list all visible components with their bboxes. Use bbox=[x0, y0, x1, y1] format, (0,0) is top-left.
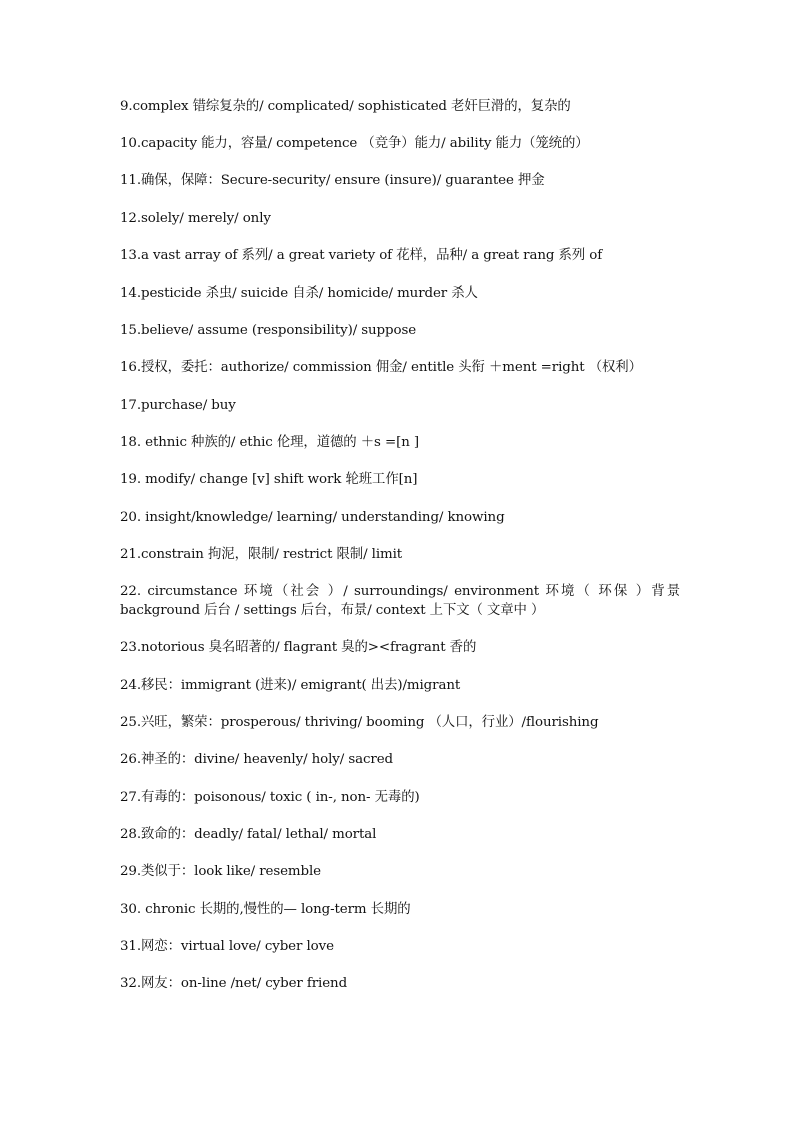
vocab-entry-14: 14.pesticide 杀虫/ suicide 自杀/ homicide/ murder 杀人 bbox=[120, 286, 478, 301]
vocab-entry-10: 10.capacity 能力，容量/ competence （竞争）能力/ ability 能力（笼统的） bbox=[120, 136, 589, 151]
vocab-entry-30: 30. chronic 长期的,慢性的— long-term 长期的 bbox=[120, 902, 411, 917]
vocab-entry-27: 27.有毒的：poisonous/ toxic ( in-, non- 无毒的) bbox=[120, 790, 420, 805]
vocab-entry-24: 24.移民：immigrant (进来)/ emigrant( 出去)/migrant bbox=[120, 678, 461, 693]
vocab-entry-28: 28.致命的：deadly/ fatal/ lethal/ mortal bbox=[120, 827, 377, 842]
vocab-entry-25: 25.兴旺，繁荣：prosperous/ thriving/ booming （人口，行业）/flourishing bbox=[120, 715, 599, 730]
vocab-entry-12: 12.solely/ merely/ only bbox=[120, 211, 271, 226]
vocab-entry-21: 21.constrain 拘泥，限制/ restrict 限制/ limit bbox=[120, 547, 403, 562]
vocab-entry-11: 11.确保，保障：Secure-security/ ensure (insure)/ guarantee 押金 bbox=[120, 173, 545, 188]
vocab-entry-26: 26.神圣的：divine/ heavenly/ holy/ sacred bbox=[120, 752, 393, 767]
vocab-entry-23: 23.notorious 臭名昭著的/ flagrant 臭的><fragrant 香的 bbox=[120, 640, 477, 655]
vocab-entry-19: 19. modify/ change [v] shift work 轮班工作[n] bbox=[120, 472, 418, 487]
vocab-entry-17: 17.purchase/ buy bbox=[120, 398, 236, 413]
vocab-entry-9: 9.complex 错综复杂的/ complicated/ sophisticated 老奸巨滑的，复杂的 bbox=[120, 99, 571, 114]
vocab-entry-22: 22. circumstance 环境（社会 ）/ surroundings/ environment 环境（ 环保 ）背景 background 后台 / settings 后台，布景/ context 上下文（ 文章中 ） bbox=[120, 584, 680, 618]
vocab-entry-29: 29.类似于：look like/ resemble bbox=[120, 864, 322, 879]
vocab-entry-16: 16.授权，委托：authorize/ commission 佣金/ entitle 头衔 ＋ment =right （权利） bbox=[120, 360, 642, 375]
vocab-entry-31: 31.网恋：virtual love/ cyber love bbox=[120, 939, 334, 954]
vocab-entry-18: 18. ethnic 种族的/ ethic 伦理，道德的 ＋s =[n ] bbox=[120, 435, 420, 450]
vocab-entry-13: 13.a vast array of 系列/ a great variety of 花样，品种/ a great rang 系列 of bbox=[120, 248, 603, 263]
vocab-entry-32: 32.网友：on-line /net/ cyber friend bbox=[120, 976, 348, 991]
vocab-entry-20: 20. insight/knowledge/ learning/ understanding/ knowing bbox=[120, 510, 505, 525]
vocab-entry-15: 15.believe/ assume (responsibility)/ suppose bbox=[120, 323, 417, 338]
